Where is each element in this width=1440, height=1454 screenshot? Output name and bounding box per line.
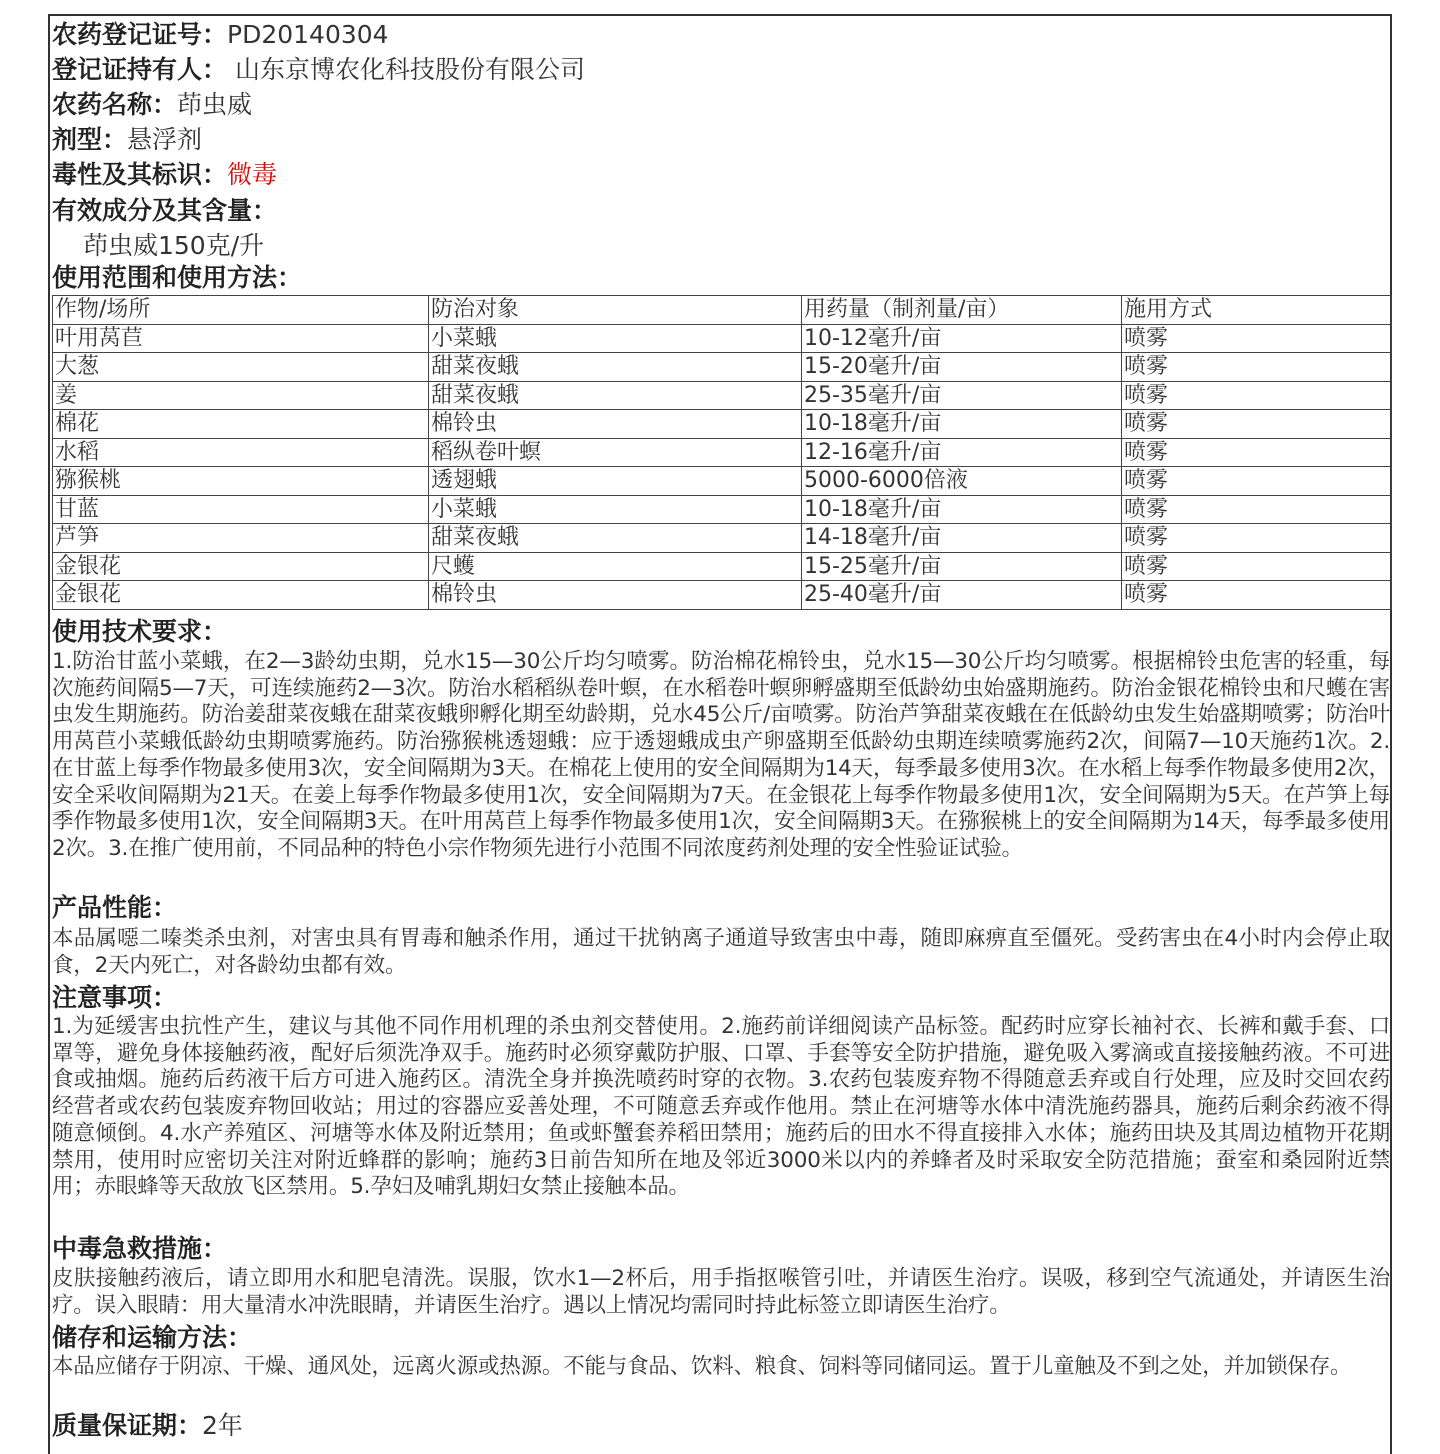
dosage-cell: 15-25毫升/亩	[802, 552, 1122, 581]
crop-cell: 芦笋	[53, 524, 429, 553]
holder-label: 登记证持有人：	[52, 55, 228, 84]
target-cell: 甜菜夜蛾	[429, 353, 802, 382]
method-cell: 喷雾	[1122, 495, 1392, 524]
toxicity-value: 微毒	[227, 160, 278, 189]
dosage-cell: 15-20毫升/亩	[802, 353, 1122, 382]
table-row	[53, 524, 1392, 553]
header-dosage: 用药量（制剂量/亩）	[802, 296, 1122, 325]
target-cell: 透翅蛾	[429, 467, 802, 496]
target-cell: 小菜蛾	[429, 324, 802, 353]
pesticide-name-value: 茚虫威	[177, 90, 253, 119]
header-target: 防治对象	[429, 296, 802, 325]
target-cell: 棉铃虫	[429, 581, 802, 610]
table-row	[53, 324, 1392, 353]
crop-cell: 金银花	[53, 581, 429, 610]
holder-line	[52, 53, 585, 87]
method-cell: 喷雾	[1122, 381, 1392, 410]
performance-heading	[52, 891, 177, 925]
precautions-heading	[52, 981, 177, 1015]
formulation-line	[52, 123, 202, 157]
table-row	[53, 353, 1392, 382]
method-cell: 喷雾	[1122, 581, 1392, 610]
dosage-cell: 14-18毫升/亩	[802, 524, 1122, 553]
target-cell: 尺蠖	[429, 552, 802, 581]
dosage-cell: 10-18毫升/亩	[802, 495, 1122, 524]
registration-number-line	[52, 18, 389, 52]
table-row	[53, 381, 1392, 410]
crop-cell: 姜	[53, 381, 429, 410]
target-cell: 稻纵卷叶螟	[429, 438, 802, 467]
ingredient-line	[52, 194, 277, 228]
tech-heading	[52, 615, 227, 649]
dosage-cell: 10-18毫升/亩	[802, 410, 1122, 439]
dosage-cell: 5000-6000倍液	[802, 467, 1122, 496]
usage-heading	[52, 261, 302, 295]
tech-label: 使用技术要求：	[52, 617, 228, 646]
precautions-paragraph: 1.为延缓害虫抗性产生，建议与其他不同作用机理的杀虫剂交替使用。2.施药前详细阅读产品标签。配药时应穿长袖衬衣、长裤和戴手套、口罩等，避免身体接触药液，配好后须洗净双手。施药时必须穿戴防护服、口罩、手套等安全防护措施，避免吸入雾滴或直接接触药液。不可进食或抽烟。施药后药液干后方可进入施药区。清洗全身并换洗喷药时穿的衣物。3.农药包装废弃物不得随意丢弃或自行处理，应及时交回农药经营者或农药包装废弃物回收站；用过的容器应妥善处理，不可随意丢弃或作他用。禁止在河塘等水体中清洗施药器具，施药后剩余药液不得随意倾倒。4.水产养殖区、河塘等水体及附近禁用；鱼或虾蟹套养稻田禁用；施药后的田水不得直接排入水体；施药田块及其周边植物开花期禁用，使用时应密切关注对附近蜂群的影响；施药3日前告知所在地及邻近3000米以内的养蜂者及时采取安全防范措施；蚕室和桑园附近禁用；赤眼蜂等天敌放飞区禁用。5.孕妇及哺乳期妇女禁止接触本品。	[52, 1014, 1390, 1200]
storage-heading	[52, 1321, 252, 1355]
method-cell: 喷雾	[1122, 353, 1392, 382]
method-cell: 喷雾	[1122, 524, 1392, 553]
table-row	[53, 581, 1392, 610]
performance-paragraph: 本品属噁二嗪类杀虫剂，对害虫具有胃毒和触杀作用，通过干扰钠离子通道导致害虫中毒，随即麻痹直至僵死。受药害虫在4小时内会停止取食，2天内死亡，对各龄幼虫都有效。	[52, 926, 1390, 978]
ingredient-label: 有效成分及其含量：	[52, 196, 278, 225]
warranty-label: 质量保证期：	[52, 1411, 203, 1440]
holder-value: 山东京博农化科技股份有限公司	[227, 55, 585, 84]
target-cell: 甜菜夜蛾	[429, 524, 802, 553]
dosage-cell: 25-40毫升/亩	[802, 581, 1122, 610]
formulation-label: 剂型：	[52, 125, 128, 154]
warranty-line	[52, 1409, 243, 1443]
crop-cell: 猕猴桃	[53, 467, 429, 496]
precautions-label: 注意事项：	[52, 983, 178, 1012]
storage-paragraph: 本品应储存于阴凉、干燥、通风处，远离火源或热源。不能与食品、饮料、粮食、饲料等同储同运。置于儿童触及不到之处，并加锁保存。	[52, 1354, 1352, 1379]
method-cell: 喷雾	[1122, 467, 1392, 496]
crop-cell: 叶用莴苣	[53, 324, 429, 353]
first-aid-label: 中毒急救措施：	[52, 1234, 228, 1263]
target-cell: 甜菜夜蛾	[429, 381, 802, 410]
tech-paragraph: 1.防治甘蓝小菜蛾，在2—3龄幼虫期，兑水15—30公斤均匀喷雾。防治棉花棉铃虫，兑水15—30公斤均匀喷雾。根据棉铃虫危害的轻重，每次施药间隔5—7天，可连续施药2—3次。防治水稻稻纵卷叶螟，在水稻卷叶螟卵孵盛期至低龄幼虫始盛期施药。防治金银花棉铃虫和尺蠖在害虫发生期施药。防治姜甜菜夜蛾在甜菜夜蛾卵孵化期至幼龄期，兑水45公斤/亩喷雾。防治芦笋甜菜夜蛾在在低龄幼虫发生始盛期喷雾；防治叶用莴苣小菜蛾低龄幼虫期喷雾施药。防治猕猴桃透翅蛾：应于透翅蛾成虫产卵盛期至低龄幼虫期连续喷雾施药2次，间隔7—10天施药1次。2.在甘蓝上每季作物最多使用3次，安全间隔期为3天。在棉花上使用的安全间隔期为14天，每季最多使用3次。在水稻上每季作物最多使用2次，安全采收间隔期为21天。在姜上每季作物最多使用1次，安全间隔期为7天。在金银花上每季作物最多使用1次，安全间隔期为5天。在芦笋上每季作物最多使用1次，安全间隔期3天。在叶用莴苣上每季作物最多使用1次，安全间隔期3天。在猕猴桃上的安全间隔期为14天，每季最多使用2次。3.在推广使用前，不同品种的特色小宗作物须先进行小范围不同浓度药剂处理的安全性验证试验。	[52, 649, 1390, 861]
dosage-cell: 10-12毫升/亩	[802, 324, 1122, 353]
warranty-value: 2年	[202, 1411, 243, 1440]
usage-label: 使用范围和使用方法：	[52, 263, 303, 292]
table-row	[53, 410, 1392, 439]
dosage-cell: 12-16毫升/亩	[802, 438, 1122, 467]
method-cell: 喷雾	[1122, 324, 1392, 353]
method-cell: 喷雾	[1122, 438, 1392, 467]
pesticide-name-label: 农药名称：	[52, 90, 178, 119]
first-aid-paragraph: 皮肤接触药液后，请立即用水和肥皂清洗。误服，饮水1—2杯后，用手指抠喉管引吐，并请医生治疗。误吸，移到空气流通处，并请医生治疗。误入眼睛：用大量清水冲洗眼睛，并请医生治疗。遇以上情况均需同时持此标签立即请医生治疗。	[52, 1266, 1390, 1318]
performance-label: 产品性能：	[52, 893, 178, 922]
registration-number-value: PD20140304	[227, 20, 389, 49]
method-cell: 喷雾	[1122, 410, 1392, 439]
target-cell: 棉铃虫	[429, 410, 802, 439]
toxicity-line	[52, 158, 277, 192]
crop-cell: 水稻	[53, 438, 429, 467]
ingredient-value: 茚虫威150克/升	[83, 231, 265, 260]
table-row	[53, 438, 1392, 467]
crop-cell: 甘蓝	[53, 495, 429, 524]
crop-cell: 金银花	[53, 552, 429, 581]
table-row	[53, 495, 1392, 524]
header-method: 施用方式	[1122, 296, 1392, 325]
table-row	[53, 467, 1392, 496]
method-cell: 喷雾	[1122, 552, 1392, 581]
header-crop: 作物/场所	[53, 296, 429, 325]
crop-cell: 大葱	[53, 353, 429, 382]
dosage-cell: 25-35毫升/亩	[802, 381, 1122, 410]
target-cell: 小菜蛾	[429, 495, 802, 524]
formulation-value: 悬浮剂	[127, 125, 203, 154]
first-aid-heading	[52, 1232, 227, 1266]
storage-label: 储存和运输方法：	[52, 1323, 253, 1352]
table-header-row	[53, 296, 1392, 325]
label-document	[48, 14, 1392, 1454]
registration-number-label: 农药登记证号：	[52, 20, 228, 49]
toxicity-label: 毒性及其标识：	[52, 160, 228, 189]
pesticide-name-line	[52, 88, 252, 122]
table-row	[53, 552, 1392, 581]
usage-table	[52, 295, 1392, 610]
crop-cell: 棉花	[53, 410, 429, 439]
